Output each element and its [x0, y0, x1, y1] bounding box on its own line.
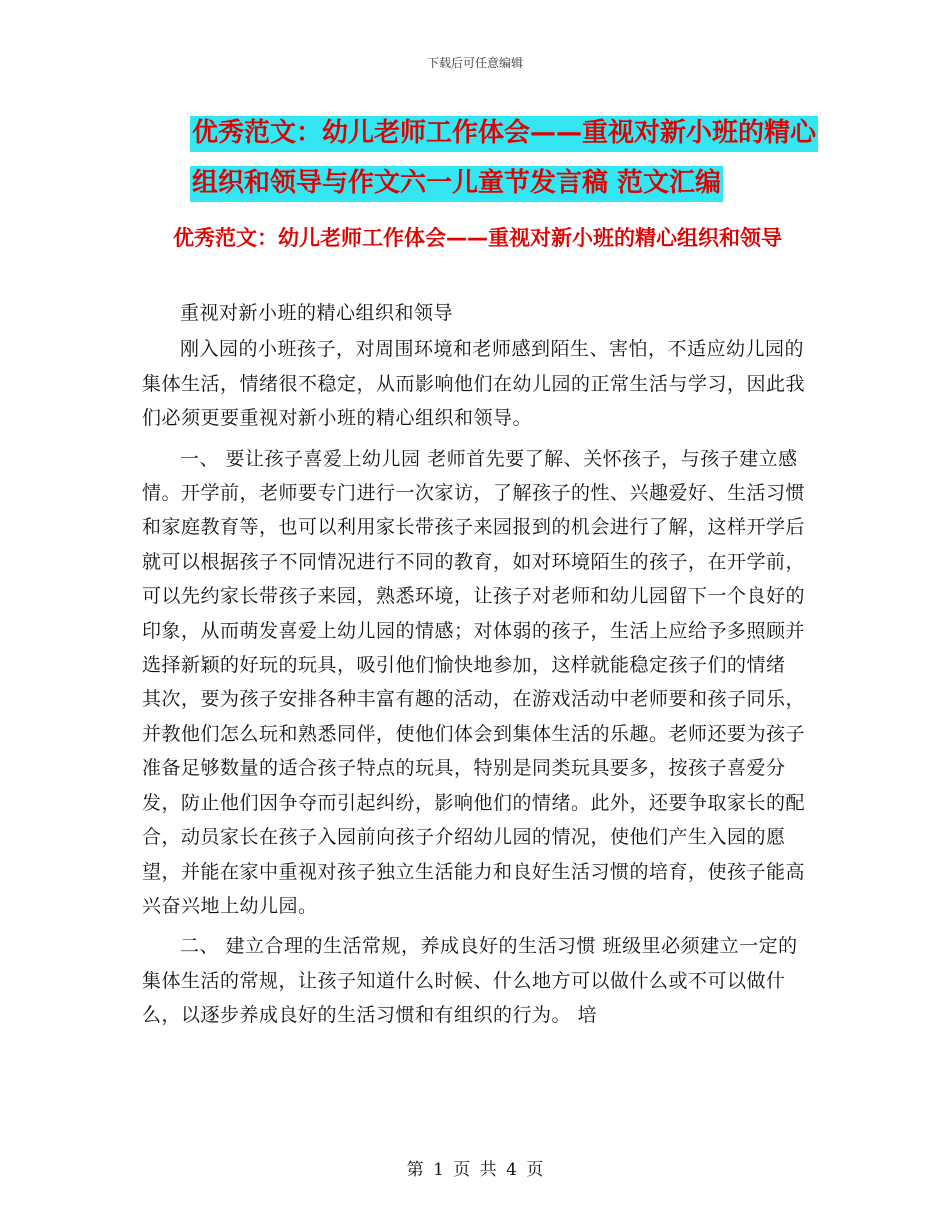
paragraph-section-two: 二、 建立合理的生活常规，养成良好的生活习惯 班级里必须建立一定的集体生活的常规，让孩子知道什么时候、什么地方可以做什么或不可以做什么，以逐步养成良好的生活习惯和有组织的行为。 培	[142, 935, 798, 1027]
main-title	[190, 108, 830, 208]
paragraph-intro: 刚入园的小班孩子，对周围环境和老师感到陌生、害怕，不适应幼儿园的集体生活，情绪很不稳定，从而影响他们在幼儿园的正常生活与学习，因此我们必须更要重视对新小班的精心组织和领导。	[142, 338, 806, 430]
main-title-highlight: 优秀范文：幼儿老师工作体会——重视对新小班的精心组织和领导与作文六一儿童节发言稿 范文汇编	[190, 116, 818, 202]
page-number: 第 1 页 共 4 页	[406, 1160, 544, 1180]
header-note: 下载后可任意编辑	[426, 56, 523, 70]
paragraph-subheading: 重视对新小班的精心组织和领导	[180, 302, 454, 324]
section-title: 优秀范文：幼儿老师工作体会——重视对新小班的精心组织和领导	[173, 226, 782, 250]
paragraph-section-one: 一、 要让孩子喜爱上幼儿园 老师首先要了解、关怀孩子，与孩子建立感情。开学前，老师要专门进行一次家访，了解孩子的性、兴趣爱好、生活习惯和家庭教育等，也可以利用家长带孩子来园报到的机会进行了解，这样开学后就可以根据孩子不同情况进行不同的教育，如对环境陌生的孩子，在开学前，可以先约家长带孩子来园，熟悉环境，让孩子对老师和幼儿园留下一个良好的印象，从而萌发喜爱上幼儿园的情感；对体弱的孩子，生活上应给予多照顾并选择新颖的好玩的玩具，吸引他们愉快地参加，这样就能稳定孩子们的情绪 其次，要为孩子安排各种丰富有趣的活动，在游戏活动中老师要和孩子同乐，并教他们怎么玩和熟悉同伴，使他们体会到集体生活的乐趣。老师还要为孩子准备足够数量的适合孩子特点的玩具，特别是同类玩具要多，按孩子喜爱分发，防止他们因争夺而引起纠纷，影响他们的情绪。此外，还要争取家长的配合，动员家长在孩子入园前向孩子介绍幼儿园的情况，使他们产生入园的愿望，并能在家中重视对孩子独立生活能力和良好生活习惯的培育，使孩子能高兴奋兴地上幼儿园。	[142, 447, 806, 917]
document-body	[142, 296, 810, 1033]
